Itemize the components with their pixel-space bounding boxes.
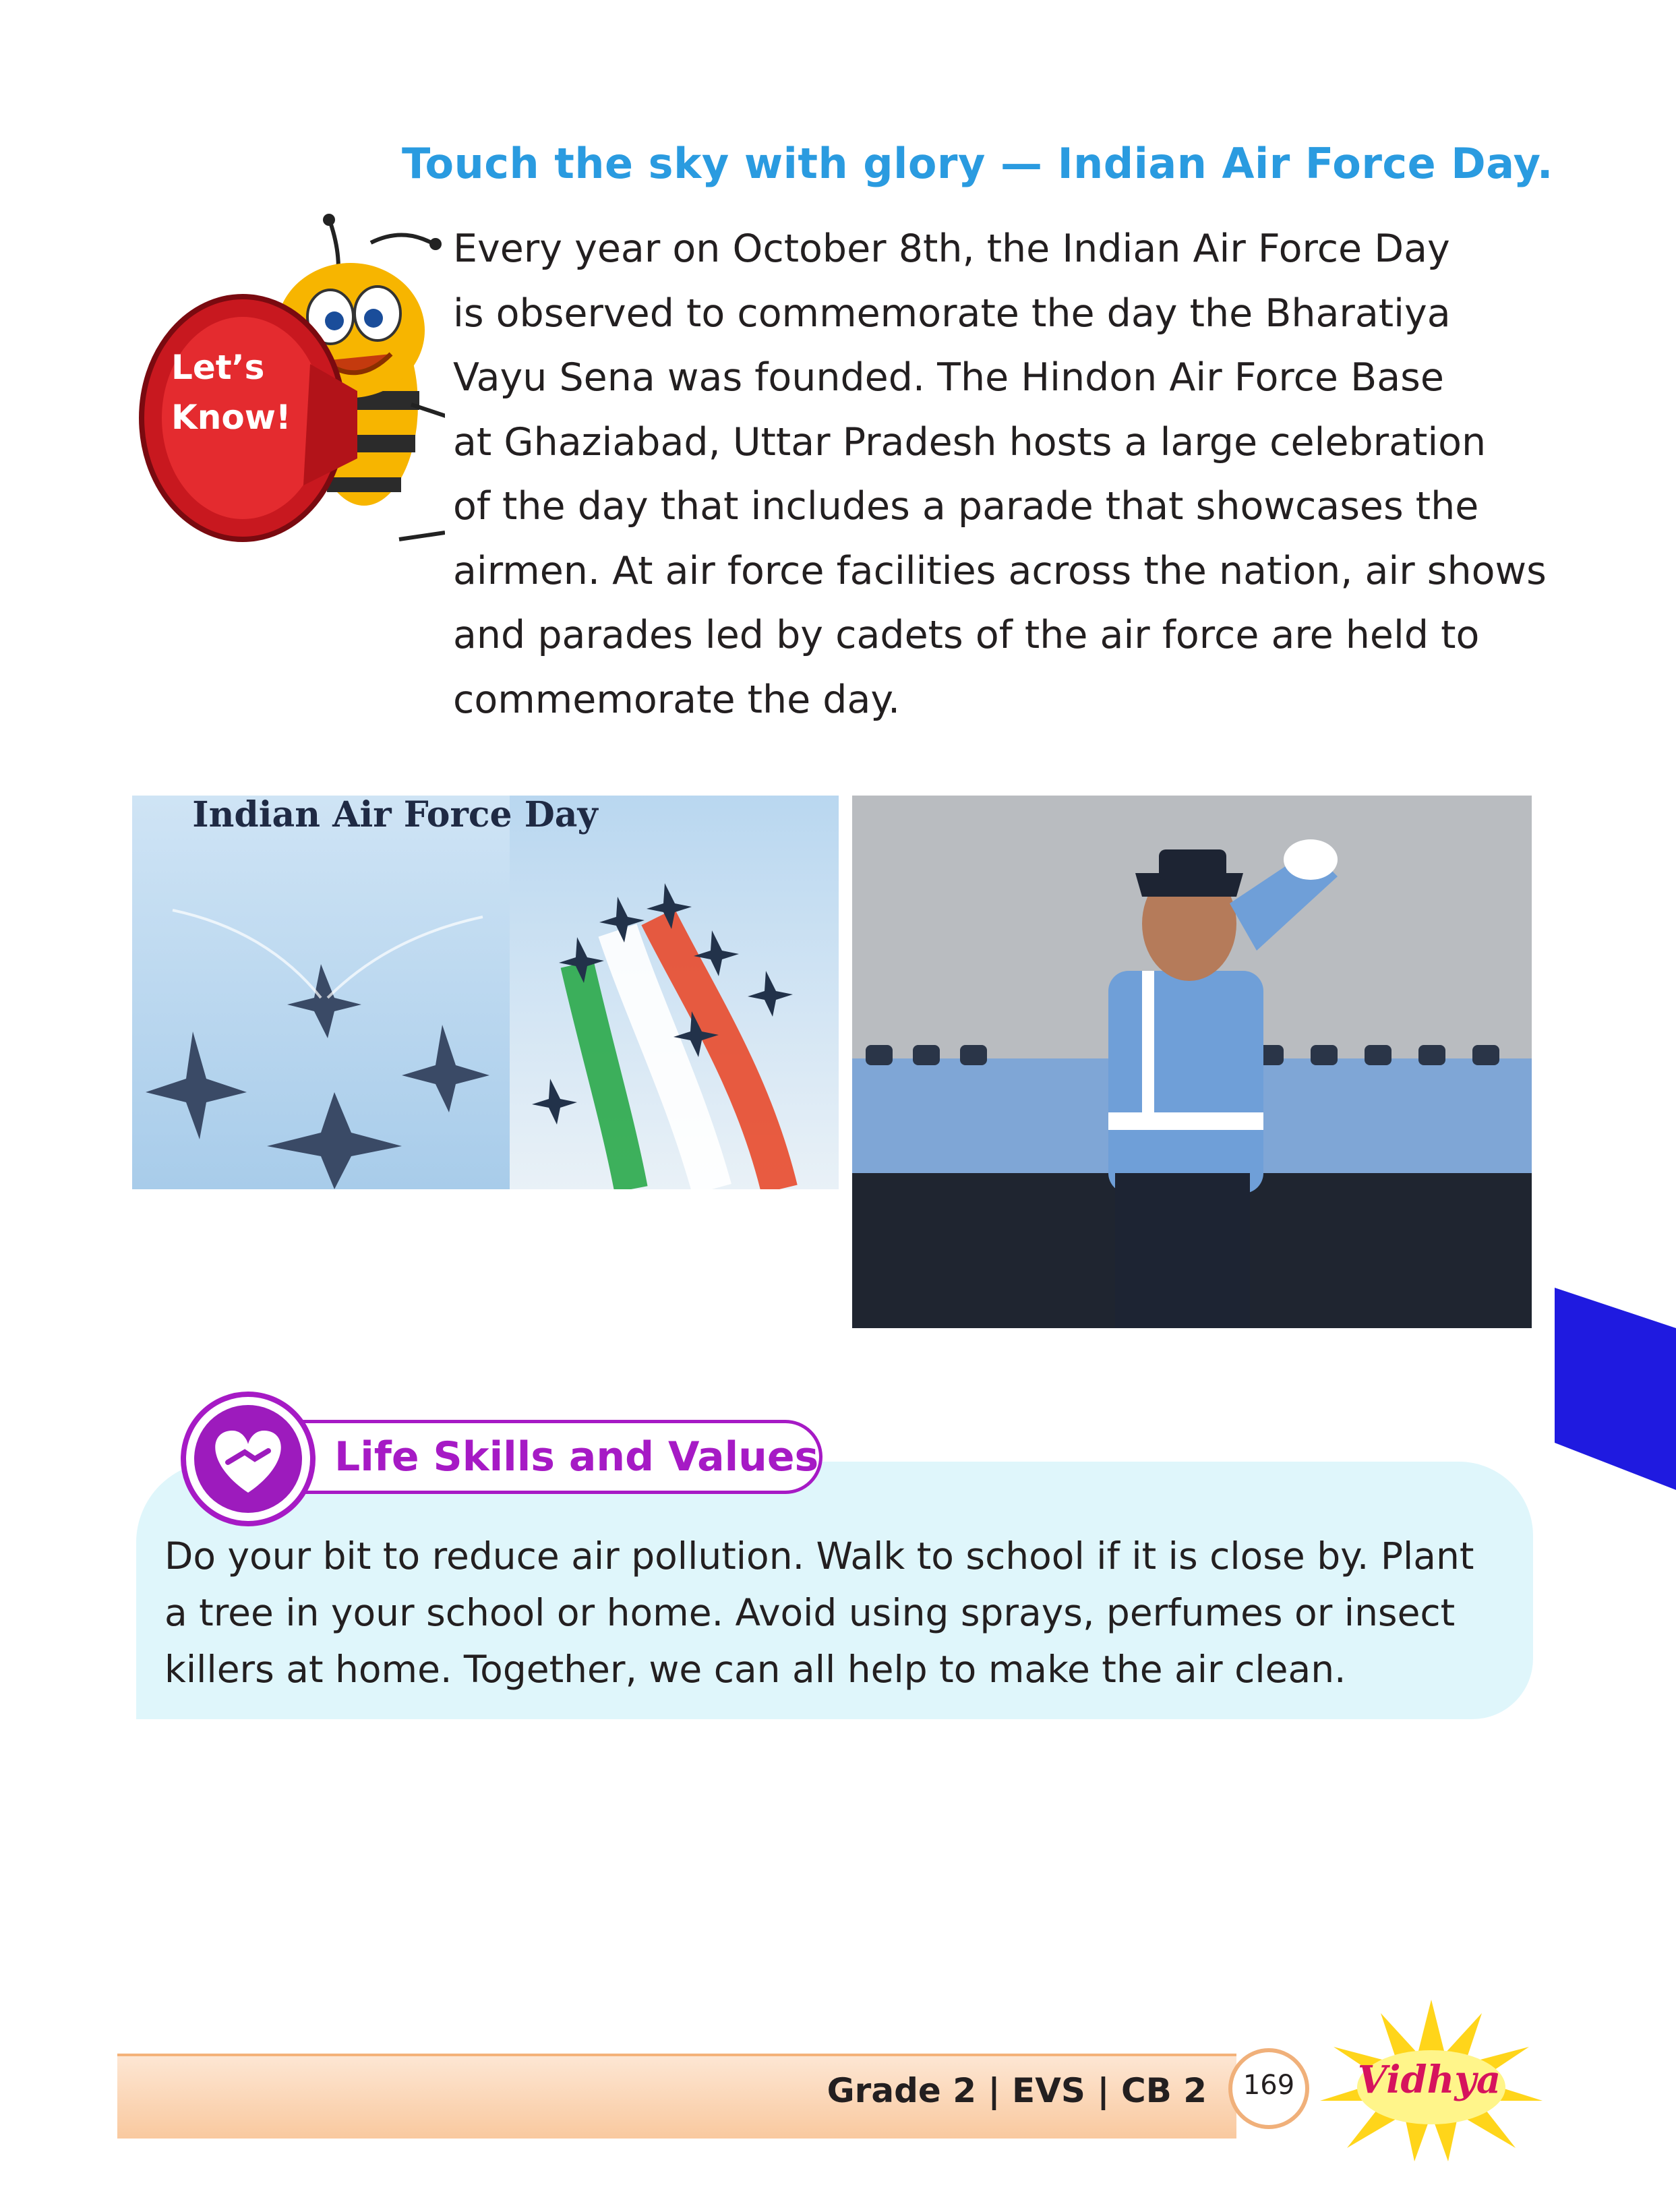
lets-know-label (171, 342, 306, 442)
intro-line: airmen. At air force facilities across the nation, air shows (453, 548, 1547, 593)
life-skills-title: Life Skills and Values (334, 1433, 819, 1481)
air-force-parade-photo (852, 796, 1532, 1328)
intro-line: Every year on October 8th, the Indian Air Force Day (453, 227, 1450, 271)
life-skills-line: killers at home. Together, we can all help to make the air clean. (164, 1648, 1346, 1691)
chapter-side-tab (1555, 1288, 1676, 1490)
page-heading: Touch the sky with glory — Indian Air Force Day. (402, 139, 1553, 188)
footer-grade-subject: Grade 2 | EVS | CB 2 (827, 2071, 1207, 2110)
lets-know-line1: Let’s (171, 348, 265, 387)
intro-line: and parades led by cadets of the air force are held to (453, 613, 1480, 657)
flypast-photo-caption: Indian Air Force Day (192, 794, 598, 835)
intro-line: at Ghaziabad, Uttar Pradesh hosts a large celebration (453, 419, 1487, 465)
air-force-flypast-photo (132, 796, 839, 1189)
life-skills-text (164, 1528, 1520, 1698)
life-skills-line: a tree in your school or home. Avoid using sprays, perfumes or insect (164, 1591, 1456, 1634)
intro-line: is observed to commemorate the day the Bharatiya (453, 291, 1451, 336)
intro-paragraph (453, 217, 1545, 732)
heart-handshake-icon (181, 1392, 316, 1526)
vidhya-logo-text: Vidhya (1357, 2058, 1501, 2102)
lets-know-line2: Know! (171, 398, 291, 437)
intro-line: of the day that includes a parade that showcases the (453, 484, 1479, 529)
page-number: 169 (1243, 2070, 1295, 2101)
intro-line: Vayu Sena was founded. The Hindon Air Force Base (453, 355, 1444, 400)
intro-line: commemorate the day. (453, 677, 901, 722)
life-skills-line: Do your bit to reduce air pollution. Walk to school if it is close by. Plant (164, 1534, 1474, 1578)
